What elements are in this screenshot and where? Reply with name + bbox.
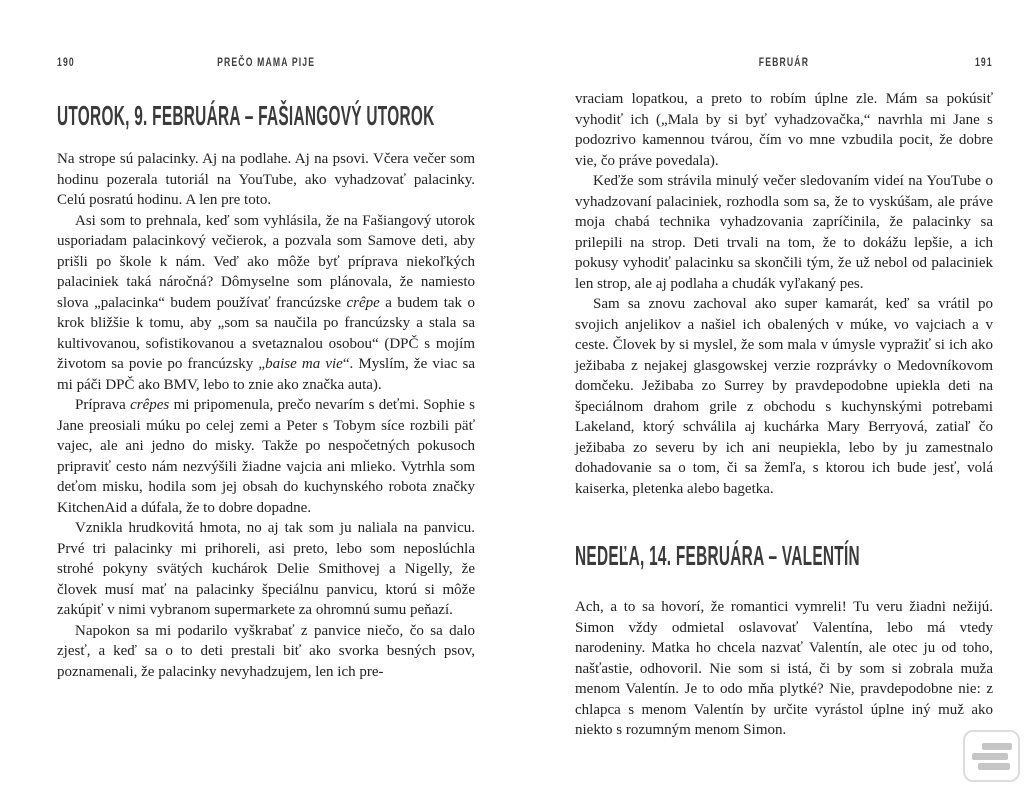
running-header [575, 55, 993, 69]
running-title: FEBRUÁR [758, 55, 810, 69]
body-paragraph: Sam sa znovu zachoval ako super kamarát, keď sa vrátil po svojich anjelikov a našiel ich obalených v múke, vo vajciach a v ceste. Človek by si myslel, že som mala v úmysle vypražiť si ich ako ježibaba z nejakej glasgowskej verzie rozprávky o Medovníkovom domčeku. Ježibaba zo Surrey by pravdepodobne upiekla deti na špeciálnom drahom grile z obchodu s kuchynskými potrebami Lakeland, ktorý schválila aj kuchárka Mary Berryová, zatiaľ čo ježibaba zo severu by ich ani neupiekla, lebo by ju zamestnalo dohadovanie sa o tom, či sa žemľa, s ktorou ich bude jesť, volá kaiserka, pletenka alebo bagetka. [575, 296, 993, 497]
stacked-books-icon [978, 763, 1010, 770]
page-right [575, 55, 993, 741]
stacked-books-icon [982, 743, 1012, 750]
running-header [57, 55, 475, 69]
body-paragraph: Asi som to prehnala, keď som vyhlásila, že na Fašiangový utorok usporiadam palacinkový večierok, a pozvala som Samove deti, aby prišli po škole k nám. Veď ako môže byť príprava niekoľkých palaciniek taká náročná? Dômyselne som plánovala, že namiesto slova „palacinka“ budem používať francúzske crêpe a budem tak o krok bližšie k tomu, aby „som sa naučila po francúzsky a stala sa kultivovanou, sofistikovanou a svetaznalou osobou“ (DPČ s mojím životom sa povie po francúzsky „baise ma vie“. Myslím, že viac sa mi páči DPČ ako BMV, lebo to znie ako značka auta). [57, 212, 475, 393]
body-paragraph: Napokon sa mi podarilo vyškrabať z panvice niečo, čo sa dalo zjesť, a keď sa o to deti prestali biť ako svorka besných psov, poznamenali, že palacinky nevyhadzujem, len ich pre- [57, 622, 475, 680]
page-number: 191 [975, 55, 993, 69]
body-paragraph: Ach, a to sa hovorí, že romantici vymreli! Tu veru žiadni nežijú. Simon vždy odmietal oslavovať Valentína, lebo má vtedy narodeniny. Matka ho chcela nazvať Valentín, ale otec ju od toho, našťastie, odhovoril. Nie som si istá, či by som si zobrala muža menom Valentín. Je to odo mňa plytké? Nie, pravdepodobne nie: z chlapca s menom Valentín by určite vyrástol úplne iný muž ako niekto s rozumným menom Simon. [575, 599, 993, 738]
page-number: 190 [57, 55, 75, 69]
body-paragraph: vraciam lopatkou, a preto to robím úplne zle. Mám sa pokúsiť vyhodiť ich („Mala by si byť vyhadzovačka,“ navrhla mi Jane s podozrivo kamennou tvárou, čím vo mne vzbudila pocit, že dobre vie, čo práve povedala). [575, 91, 993, 169]
body-paragraph: Keďže som strávila minulý večer sledovaním videí na YouTube o vyhadzovaní palaciniek, rozhodla som sa, že to vyskúšam, ale práve moja chabá technika vyhadzovania zapríčinila, že palacinky sa prilepili na strop. Deti trvali na tom, že to dokážu lepšie, a ich pokusy vyhodiť palacinku sa skončili tým, že už nebol od palaciniek len strop, ale aj podlaha a chudák vyľakaný pes. [575, 173, 993, 292]
bookstore-badge [963, 730, 1020, 782]
stacked-books-icon [972, 753, 1008, 760]
body-paragraph: Príprava crêpes mi pripomenula, prečo nevarím s deťmi. Sophie s Jane preosiali múku po celej zemi a Peter s Tobym síce rozbili päť vajec, ale ani jedno do misky. Takže po nespočetných pokusoch pripraviť cesto nám nezvýšili žiadne vajcia ani mlieko. Vytrhla som deťom misku, hodila som jej obsah do kuchynského robota značky KitchenAid a dúfala, že to dobre dopadne. [57, 397, 475, 516]
body-paragraph: Na strope sú palacinky. Aj na podlahe. Aj na psovi. Včera večer som hodinu pozerala tutoriál na YouTube, ako vyhadzovať palacinky. Celú posratú hodinu. A len pre toto. [57, 151, 475, 208]
running-title: PREČO MAMA PIJE [216, 55, 316, 69]
chapter-heading: NEDEĽA, 14. FEBRUÁRA – VALENTÍN [575, 540, 860, 571]
chapter-heading: UTOROK, 9. FEBRUÁRA – FAŠIANGOVÝ UTOROK [57, 100, 435, 131]
body-paragraph: Vznikla hrudkovitá hmota, no aj tak som ju naliala na panvicu. Prvé tri palacinky mi prihoreli, asi preto, lebo som neposlúchla strohé pokyny svätých kuchárok Delie Smithovej a Nigelly, že človek musí mať na palacinky špeciálnu panvicu, ktorú si môže zakúpiť v nimi vybranom supermarkete za ohromnú sumu peňazí. [57, 520, 475, 618]
page-left [57, 55, 475, 682]
page-body [575, 89, 993, 741]
page-body [57, 101, 475, 682]
